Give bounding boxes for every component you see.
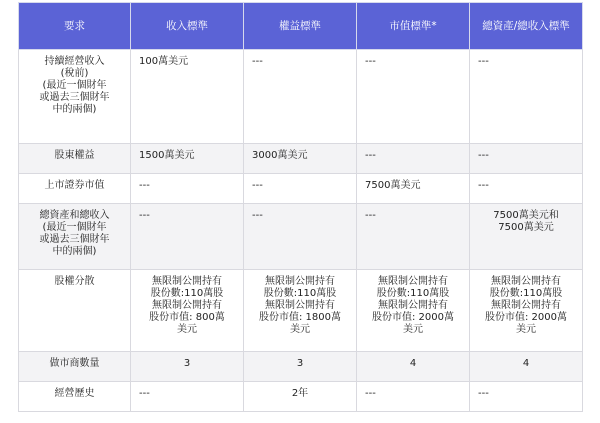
cell: 無限制公開持有 股份數:110萬股 無限制公開持有 股份市值: 1800萬 美元 bbox=[244, 270, 357, 352]
header-equity-standard: 權益標準 bbox=[244, 3, 357, 50]
cell: --- bbox=[470, 174, 583, 204]
table-row bbox=[19, 50, 583, 144]
table-row bbox=[19, 382, 583, 412]
cell: --- bbox=[470, 50, 583, 144]
listing-requirements-table bbox=[18, 2, 583, 412]
row-label: 持續經營收入 (稅前) (最近一個財年 或過去三個財年 中的兩個) bbox=[19, 50, 131, 144]
cell: --- bbox=[244, 204, 357, 270]
cell: 3 bbox=[131, 352, 244, 382]
cell: 無限制公開持有 股份數:110萬股 無限制公開持有 股份市值: 2000萬 美元 bbox=[470, 270, 583, 352]
header-revenue-standard: 收入標準 bbox=[131, 3, 244, 50]
row-label: 總資產和總收入 (最近一個財年 或過去三個財年 中的兩個) bbox=[19, 204, 131, 270]
header-total-assets-revenue-standard: 總資產/總收入標準 bbox=[470, 3, 583, 50]
cell: --- bbox=[244, 174, 357, 204]
cell: --- bbox=[357, 204, 470, 270]
table-row bbox=[19, 270, 583, 352]
row-label: 上市證券市值 bbox=[19, 174, 131, 204]
row-label: 股東權益 bbox=[19, 144, 131, 174]
cell: 2年 bbox=[244, 382, 357, 412]
row-label: 做市商數量 bbox=[19, 352, 131, 382]
table-row bbox=[19, 144, 583, 174]
cell: --- bbox=[470, 382, 583, 412]
cell: 7500萬美元和 7500萬美元 bbox=[470, 204, 583, 270]
table-row bbox=[19, 204, 583, 270]
table-row bbox=[19, 174, 583, 204]
cell: --- bbox=[470, 144, 583, 174]
cell: 7500萬美元 bbox=[357, 174, 470, 204]
cell: 無限制公開持有 股份數:110萬股 無限制公開持有 股份市值: 800萬 美元 bbox=[131, 270, 244, 352]
table-row bbox=[19, 352, 583, 382]
row-label: 股權分散 bbox=[19, 270, 131, 352]
cell: 4 bbox=[357, 352, 470, 382]
cell: --- bbox=[131, 174, 244, 204]
cell: 100萬美元 bbox=[131, 50, 244, 144]
cell: 無限制公開持有 股份數:110萬股 無限制公開持有 股份市值: 2000萬 美元 bbox=[357, 270, 470, 352]
cell: --- bbox=[357, 144, 470, 174]
cell: --- bbox=[357, 382, 470, 412]
cell: --- bbox=[357, 50, 470, 144]
row-label: 經營歷史 bbox=[19, 382, 131, 412]
cell: --- bbox=[131, 204, 244, 270]
cell: 3000萬美元 bbox=[244, 144, 357, 174]
cell: --- bbox=[244, 50, 357, 144]
cell: 3 bbox=[244, 352, 357, 382]
header-market-value-standard: 市值標準* bbox=[357, 3, 470, 50]
cell: 1500萬美元 bbox=[131, 144, 244, 174]
header-requirement: 要求 bbox=[19, 3, 131, 50]
header-row bbox=[19, 3, 583, 50]
cell: --- bbox=[131, 382, 244, 412]
cell: 4 bbox=[470, 352, 583, 382]
